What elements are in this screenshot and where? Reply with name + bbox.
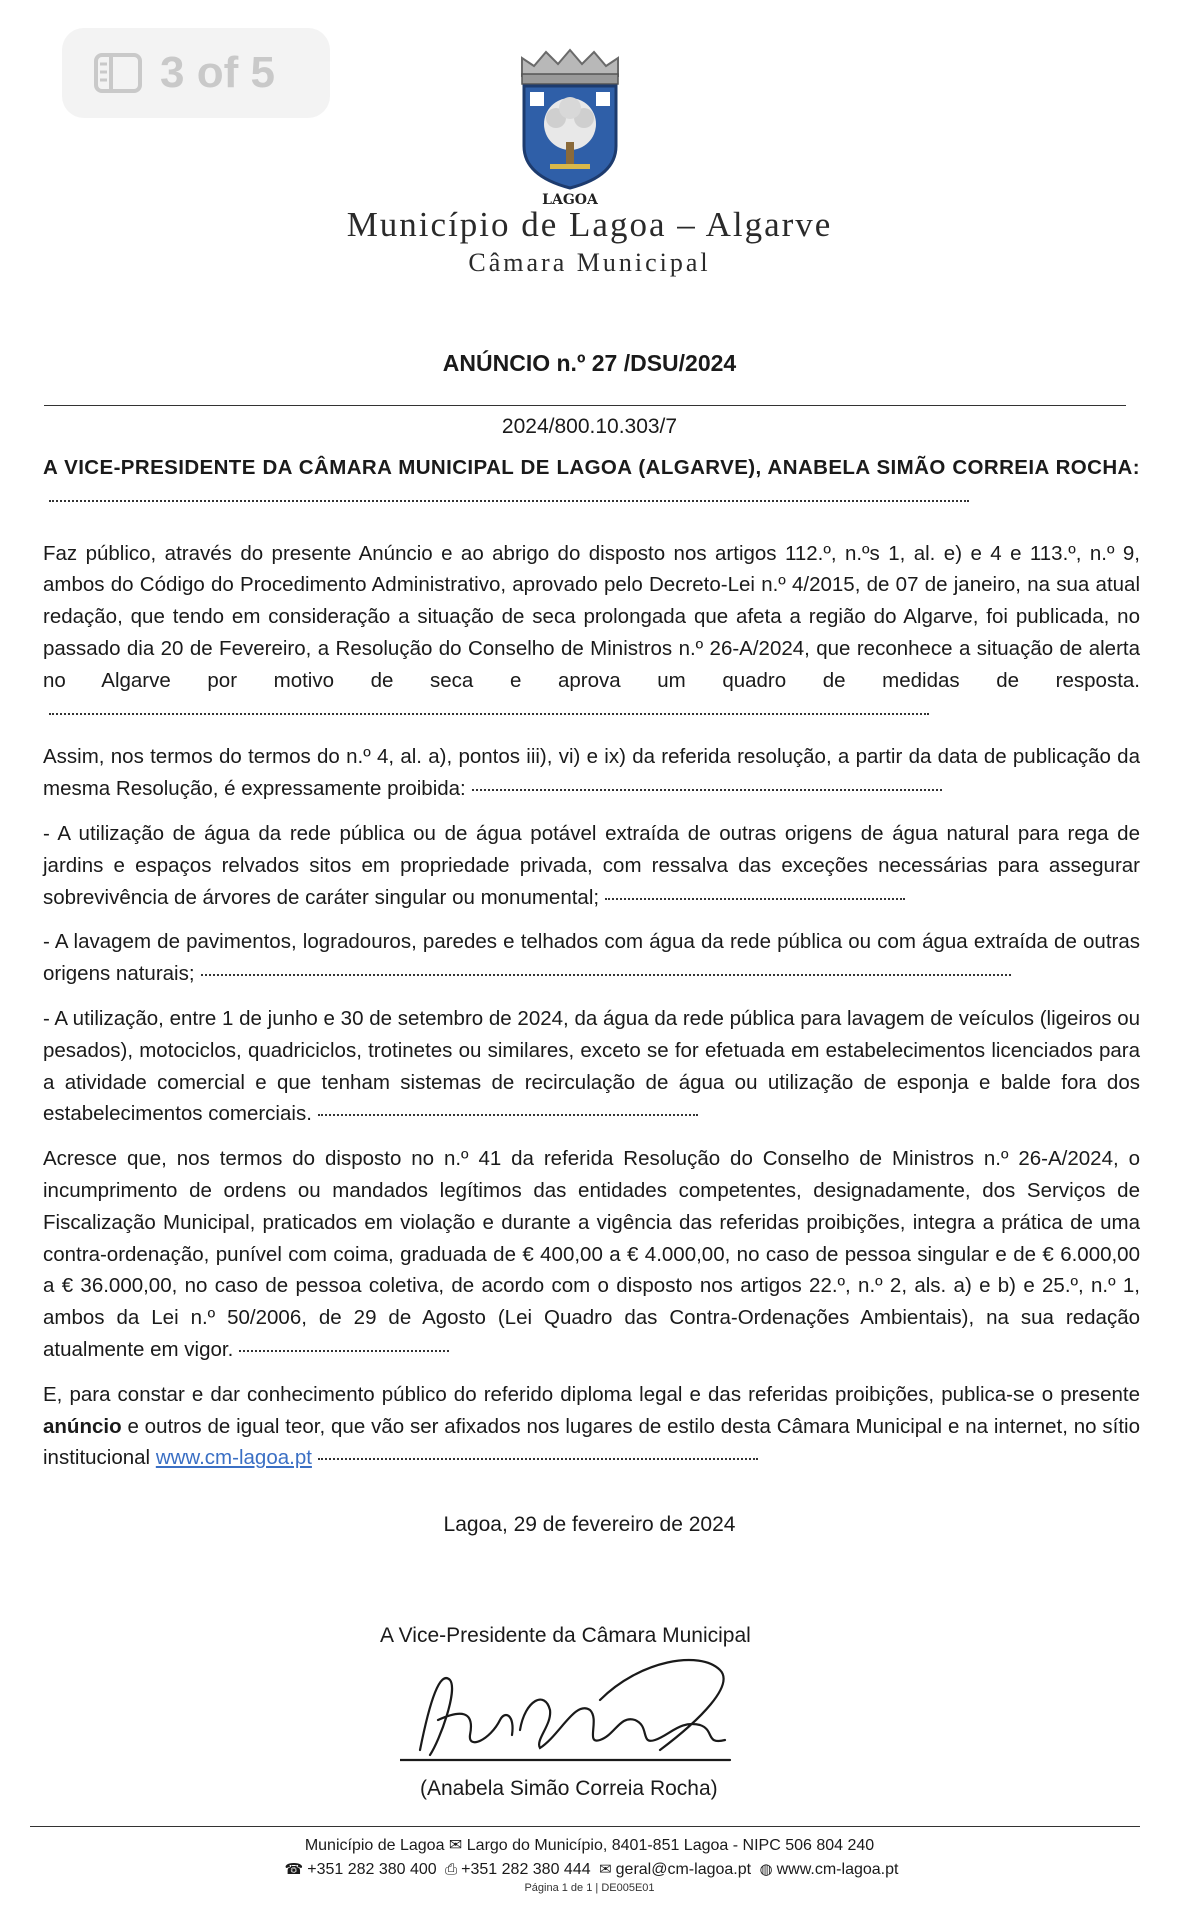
dash-filler (49, 713, 929, 715)
footer-email: geral@cm-lagoa.pt (615, 1861, 752, 1878)
footer-contacts (0, 1860, 1179, 1879)
municipality-subtitle: Câmara Municipal (468, 248, 711, 277)
paragraph-1-text: Faz público, através do presente Anúncio e ao abrigo do disposto nos artigos 112.º, n.ºs 1, al. e) e 4 e 113.º, n.º 9, ambos do Código do Procedimento Administrativo, aprovado pelo Decreto-Lei n.º 4/2015, de 07 de janeiro, na sua atual redação, que tendo em consideração a situação de seca prolongada que afeta a região do Algarve, foi publicada, no passado dia 20 de Fevereiro, a Resolução do Conselho de Ministros n.º 26-A/2024, que reconhece a situação de alerta no Algarve por motivo de seca e aprova um quadro de medidas de resposta. (43, 541, 1140, 692)
dash-filler (318, 1458, 758, 1460)
paragraph-3 (43, 1143, 1140, 1366)
dash-filler (201, 974, 1011, 976)
footer-fax: +351 282 380 444 (461, 1861, 591, 1878)
bullet-3 (43, 1003, 1140, 1130)
globe-icon: ◍ (759, 1861, 773, 1878)
dash-filler (49, 500, 969, 502)
handwritten-signature (400, 1640, 800, 1790)
coat-of-arms-logo (500, 46, 640, 206)
paragraph-4 (43, 1379, 1140, 1474)
reference-code: 2024/800.10.303/7 (501, 415, 678, 438)
heading-paragraph (43, 452, 1140, 516)
municipality-title: Município de Lagoa – Algarve (346, 205, 833, 244)
paragraph-4-text-end: e outros de igual teor, que vão ser afixados nos lugares de estilo desta Câmara Municipal e na internet, no sítio institucional (43, 1414, 1140, 1470)
footer-address: Município de Lagoa ✉ Largo do Município, 8401-851 Lagoa - NIPC 506 804 240 (304, 1837, 875, 1854)
sidebar-icon (94, 53, 142, 93)
date-line: Lagoa, 29 de fevereiro de 2024 (443, 1513, 736, 1536)
bullet-3-text: - A utilização, entre 1 de junho e 30 de setembro de 2024, da água da rede pública para lavagem de veículos (ligeiros ou pesados), motociclos, quadriciclos, trotinetes ou similares, exceto se for efetuada em estabelecimentos licenciados para a atividade comercial e que tenham sistemas de recirculação de água ou utilização de esponja e balde fora dos estabelecimentos comerciais. (43, 1006, 1140, 1126)
signer-name: (Anabela Simão Correia Rocha) (420, 1777, 718, 1800)
page-indicator-text: 3 of 5 (160, 48, 275, 97)
bullet-2 (43, 926, 1140, 990)
bullet-2-text: - A lavagem de pavimentos, logradouros, paredes e telhados com água da rede pública ou com água extraída de outras origens naturais; (43, 930, 1140, 986)
dash-filler (472, 789, 942, 791)
signer-role: A Vice-Presidente da Câmara Municipal (380, 1624, 751, 1647)
logo-label: LAGOA (542, 192, 598, 206)
email-icon: ✉ (599, 1861, 612, 1878)
paragraph-2-text: Assim, nos termos do termos do n.º 4, al. a), pontos iii), vi) e ix) da referida resolução, a partir da data de publicação da mesma Resolução, é expressamente proibida: (43, 745, 1140, 801)
document-body (43, 452, 1140, 1487)
footer-page-ref: Página 1 de 1 | DE005E01 (524, 1882, 655, 1894)
footer-phone: +351 282 380 400 (307, 1861, 437, 1878)
bullet-1 (43, 818, 1140, 913)
paragraph-2 (43, 741, 1140, 805)
footer-website: www.cm-lagoa.pt (776, 1861, 899, 1878)
paragraph-1 (43, 538, 1140, 729)
paragraph-4-text-start: E, para constar e dar conhecimento público do referido diploma legal e das referidas proibições, publica-se o presente (43, 1382, 1140, 1406)
page-indicator[interactable] (62, 28, 330, 118)
paragraph-3-text: Acresce que, nos termos do disposto no n.º 41 da referida Resolução do Conselho de Ministros n.º 26-A/2024, o incumprimento de ordens ou mandados legítimos das entidades competentes, designadamente, dos Serviços de Fiscalização Municipal, praticados em violação e durante a vigência das referidas proibições, integra a prática de uma contra-ordenação, punível com coima, graduada de € 400,00 a € 4.000,00, no caso de pessoa singular e de € 6.000,00 a € 36.000,00, no caso de pessoa coletiva, de acordo com o disposto nos artigos 22.º, n.º 2, als. a) e b) e 25.º, n.º 1, ambos da Lei n.º 50/2006, de 29 de Agosto (Lei Quadro das Contra-Ordenações Ambientais), na sua redação atualmente em vigor. (43, 1147, 1140, 1361)
website-link[interactable]: www.cm-lagoa.pt (155, 1446, 312, 1470)
divider-top (44, 405, 1126, 406)
dash-filler (605, 898, 905, 900)
fax-icon: ⎙ (445, 1861, 458, 1878)
dash-filler (239, 1350, 449, 1352)
heading-text: A VICE-PRESIDENTE DA CÂMARA MUNICIPAL DE LAGOA (ALGARVE), ANABELA SIMÃO CORREIA ROCHA: (43, 456, 1140, 479)
announcement-title: ANÚNCIO n.º 27 /DSU/2024 (442, 350, 737, 376)
phone-icon: ☎ (284, 1861, 304, 1878)
divider-bottom (30, 1826, 1140, 1827)
bullet-1-text: - A utilização de água da rede pública ou de água potável extraída de outras origens de água natural para rega de jardins e espaços relvados sitos em propriedade privada, com ressalva das exceções necessárias para assegurar sobrevivência de árvores de caráter singular ou monumental; (43, 821, 1140, 909)
dash-filler (318, 1114, 698, 1116)
paragraph-4-bold: anúncio (43, 1414, 122, 1438)
